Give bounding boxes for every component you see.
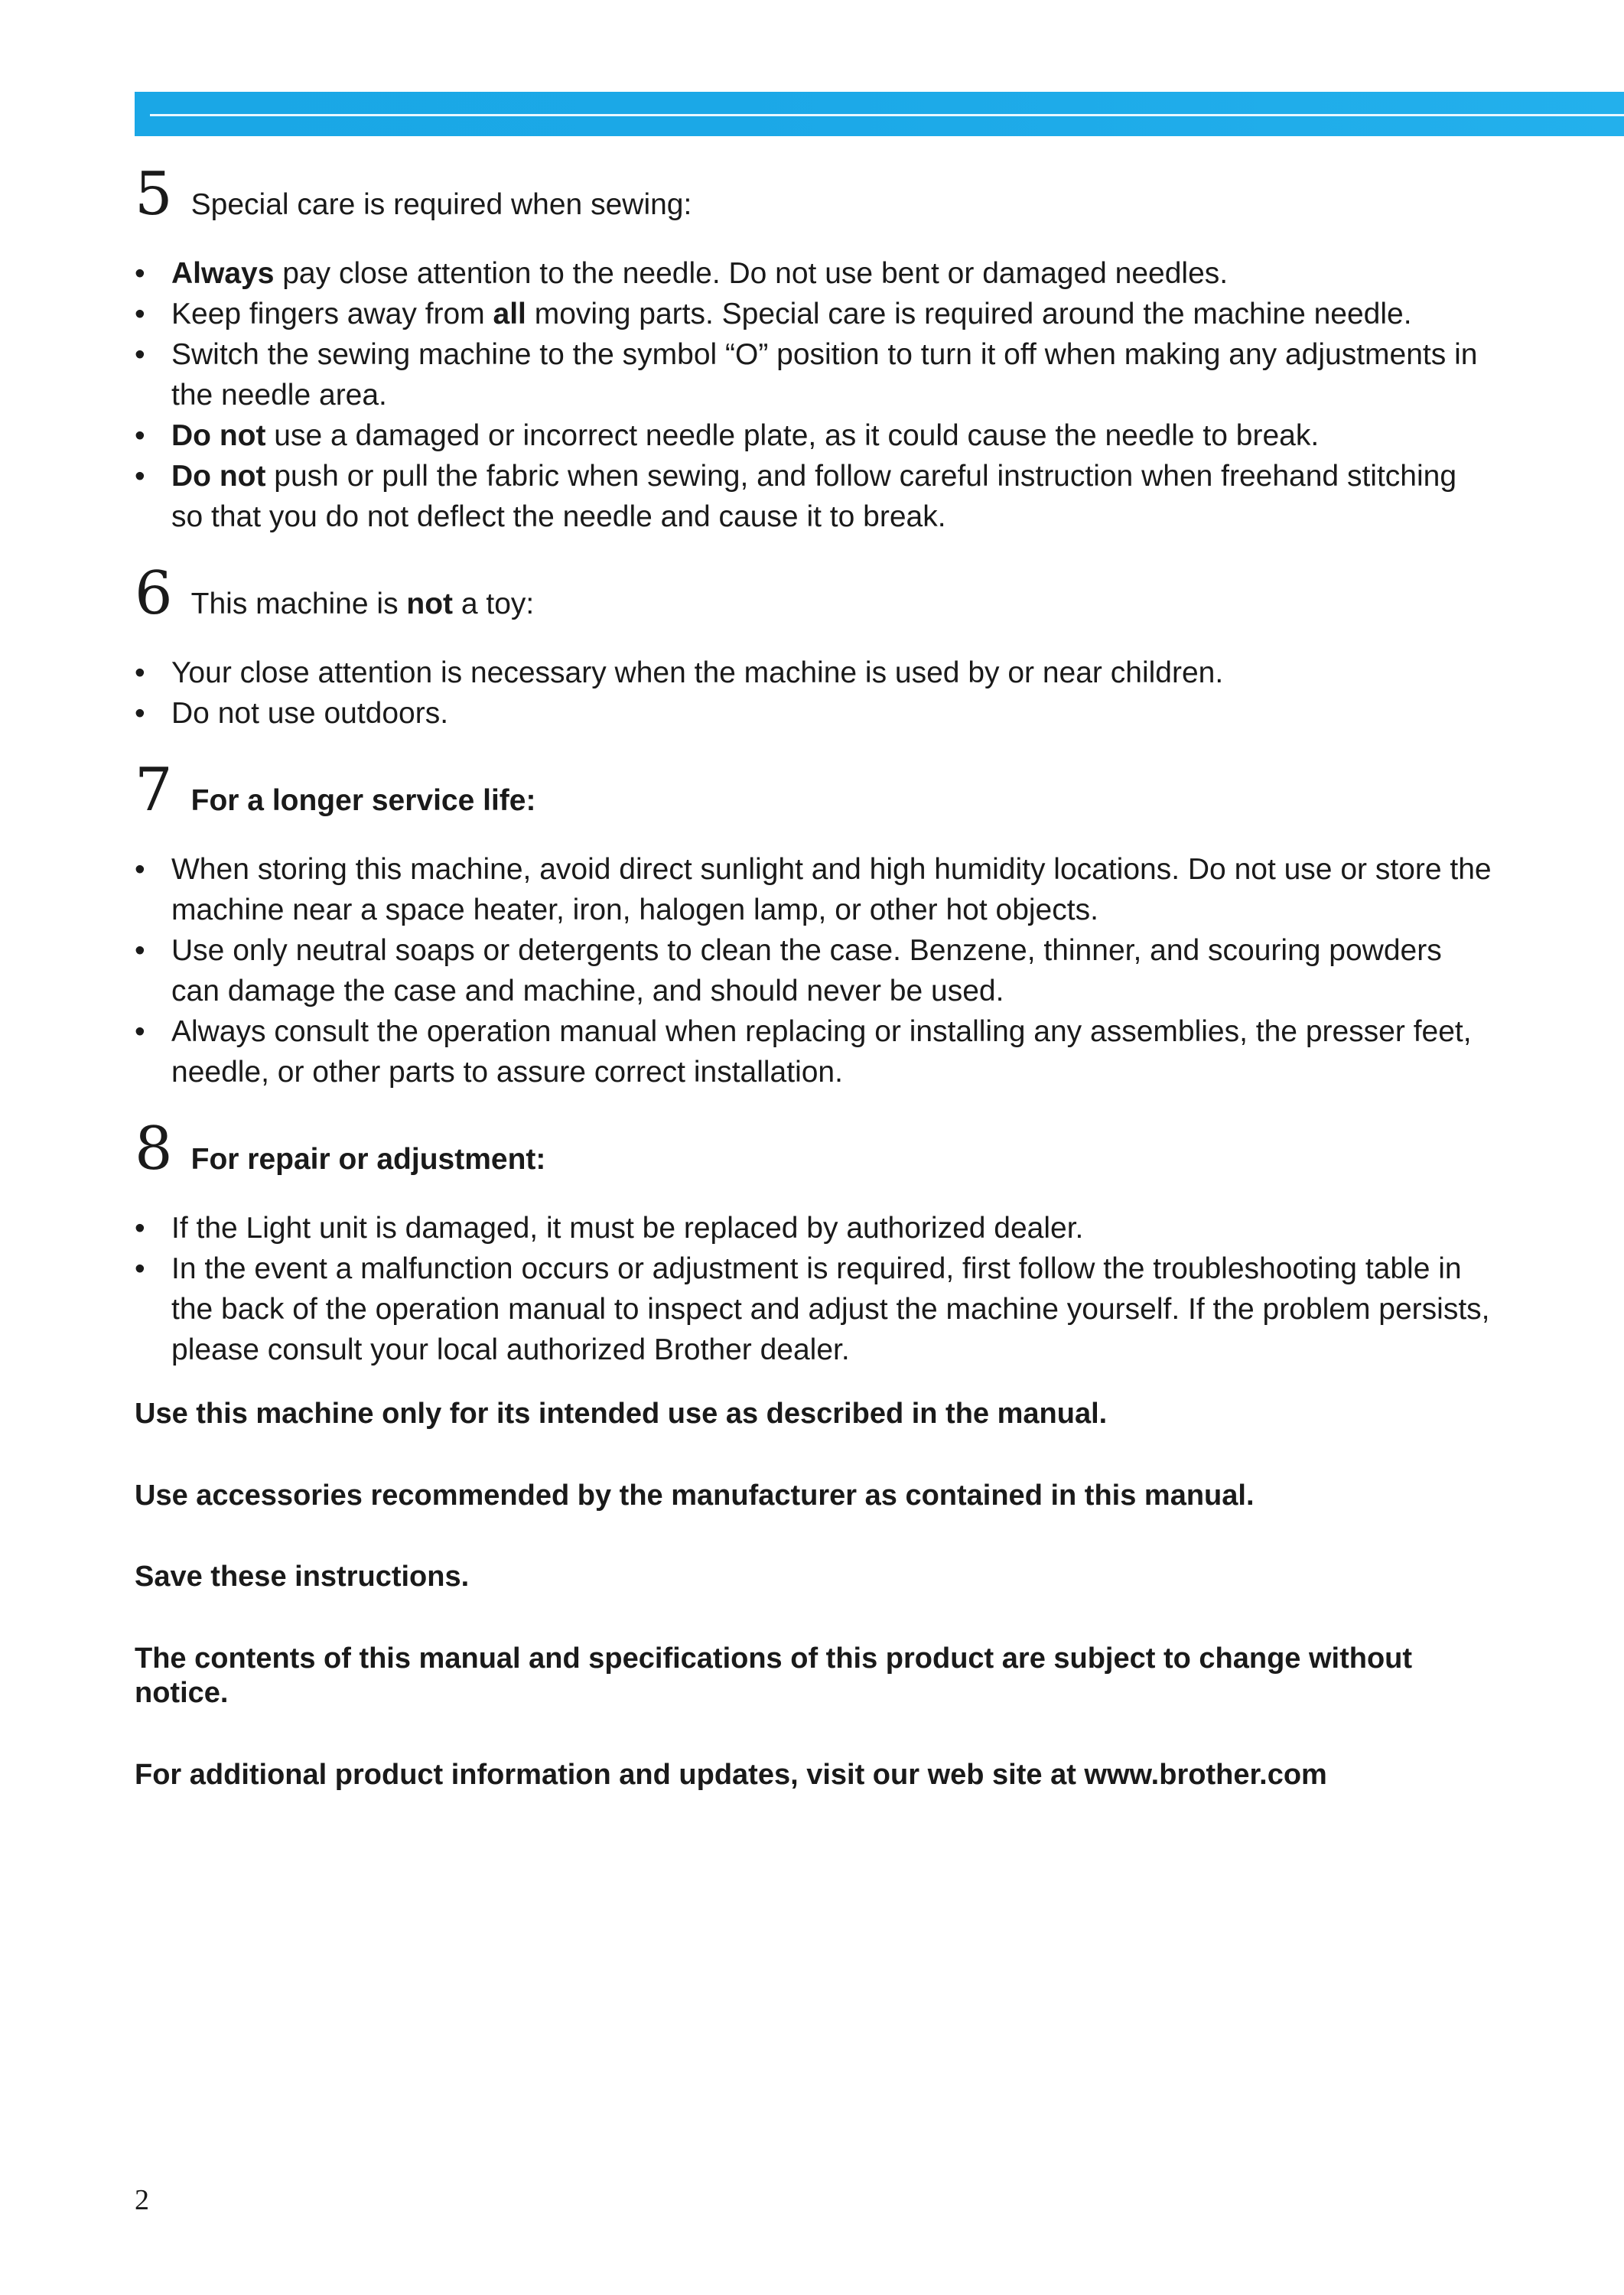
section-number: 8 [135,1115,173,1183]
bullet-text: Always consult the operation manual when replacing or installing any assemblies, the presser feet, needle, or other parts to assure correct installation. [171,1015,1472,1089]
section-heading [135,559,1496,628]
section-title-text: This machine is [190,588,407,620]
section-5 [135,160,1496,537]
manual-content [135,160,1496,1840]
bullet-item [135,653,1496,693]
bullet-text: When storing this machine, avoid direct sunlight and high humidity locations. Do not use or store the machine near a space heater, iron, halogen lamp, or other hot objects. [171,853,1492,926]
bullet-item [135,849,1496,930]
closing-note: Use this machine only for its intended use as described in the manual. [135,1398,1108,1430]
header-band [135,92,1624,136]
section-bullet-list [135,253,1496,537]
bullet-text: Use only neutral soaps or detergents to clean the case. Benzene, thinner, and scouring powders can damage the case and machine, and should never be used. [171,934,1442,1008]
section-heading [135,1115,1496,1183]
section-heading [135,160,1496,229]
page-number: 2 [135,2184,149,2216]
section-bullet-list [135,849,1496,1092]
bullet-item [135,693,1496,734]
bullet-item [135,930,1496,1011]
bullet-emphasis: Always [171,257,275,290]
bullet-item [135,1208,1496,1248]
bullet-item [135,415,1496,456]
bullet-text: use a damaged or incorrect needle plate, as it could cause the needle to break. [265,419,1320,452]
bullet-text: Switch the sewing machine to the symbol “O” position to turn it off when making any adjustments in the needle area. [171,338,1478,412]
closing-note: Save these instructions. [135,1561,470,1593]
section-title-text: a toy: [453,588,535,620]
section-title [191,783,536,819]
bullet-text: Do not use outdoors. [171,697,449,730]
bullet-item [135,1011,1496,1092]
bullet-text: Your close attention is necessary when the machine is used by or near children. [171,656,1224,689]
bullet-text: In the event a malfunction occurs or adjustment is required, first follow the troubleshooting table in the back of the operation manual to inspect and adjust the machine yourself. If the problem persists, please consult your local authorized Brother dealer. [171,1252,1490,1366]
section-heading [135,756,1496,825]
bullet-item [135,334,1496,415]
bullet-item [135,456,1496,537]
bullet-item [135,1248,1496,1370]
section-7 [135,756,1496,1092]
section-number: 5 [135,160,173,229]
bullet-item [135,253,1496,294]
section-number: 6 [135,559,173,628]
section-number: 7 [135,756,173,825]
section-title-text: For a longer service life: [190,784,536,817]
bullet-item [135,294,1496,334]
bullet-text: push or pull the fabric when sewing, and follow careful instruction when freehand stitching so that you do not deflect the needle and cause it to break. [171,460,1457,533]
closing-note: Use accessories recommended by the manufacturer as contained in this manual. [135,1479,1255,1512]
section-title [191,1142,546,1178]
bullet-text: If the Light unit is damaged, it must be replaced by authorized dealer. [171,1212,1084,1245]
bullet-emphasis: Do not [171,460,266,493]
bullet-emphasis: all [493,298,526,330]
section-bullet-list [135,653,1496,734]
bullet-text: moving parts. Special care is required around the machine needle. [526,298,1412,330]
closing-note: For additional product information and updates, visit our web site at www.brother.com [135,1758,1327,1791]
section-title-text: For repair or adjustment: [190,1143,546,1176]
closing-notes [135,1397,1496,1793]
bullet-text: Keep fingers away from [171,298,493,330]
section-title-text: Special care is required when sewing: [190,188,692,221]
closing-note: The contents of this manual and specifications of this product are subject to change without notice. [135,1642,1413,1710]
section-title [191,587,535,623]
section-title-emphasis: not [406,588,454,620]
section-title [191,187,692,223]
section-bullet-list [135,1208,1496,1370]
bullet-emphasis: Do not [171,419,266,452]
section-8 [135,1115,1496,1370]
header-band-line [150,114,1624,116]
section-6 [135,559,1496,734]
bullet-text: pay close attention to the needle. Do not use bent or damaged needles. [274,257,1229,290]
